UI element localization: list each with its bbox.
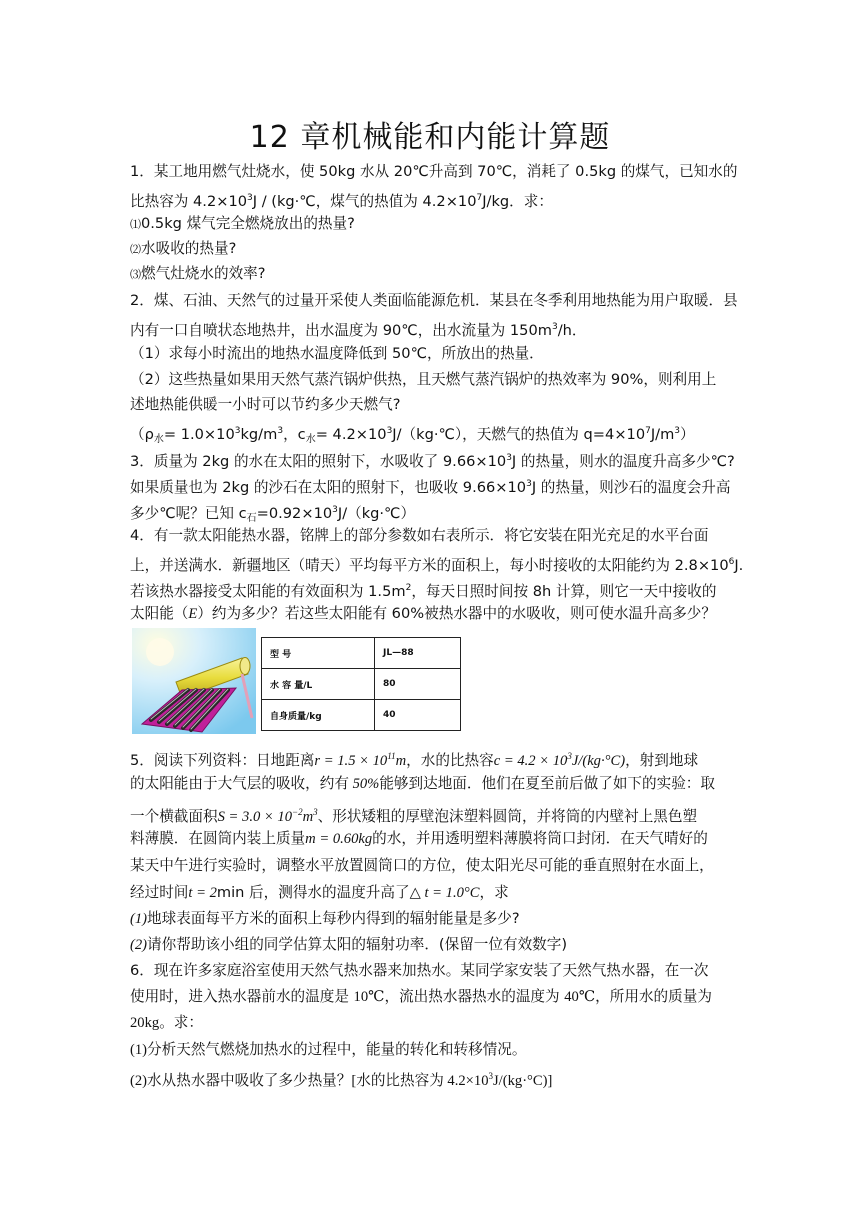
q3-line-1: 3．质量为 2kg 的水在太阳的照射下，水吸收了 $9.66\times 10^3J$ 的热量，则水的温度升高多少℃?: [130, 453, 735, 470]
q2-line-2: 内有一口自喷状态地热井，出水温度为 90℃，出水流量为 $150m^3/h$．: [130, 322, 587, 339]
q6-line-1: 6．现在许多家庭浴室使用天然气热水器来加热水。某同学家安装了天然气热水器，在一次: [130, 962, 709, 979]
spec-table-row: [262, 669, 461, 700]
q6-part-2: (2)水从热水器中吸收了多少热量？[水的比热容为 $4.2\times 10^3J/(kg\cdot^\circ C)$]: [130, 1071, 553, 1089]
spec-table-row: [262, 638, 461, 669]
q6-part-1: (1)分析天然气燃烧加热水的过程中，能量的转化和转移情况。: [130, 1041, 527, 1058]
solar-water-heater-image: [132, 628, 256, 734]
page-title: 12 章机械能和内能计算题: [249, 120, 611, 155]
q2-part-1: （1）求每小时流出的地热水温度降低到 50℃，所放出的热量．: [130, 345, 544, 362]
q3-line-2: 如果质量也为 2kg 的沙石在太阳的照射下，也吸收 $9.66\times 10^3J$ 的热量，则沙石的温度会升高: [130, 479, 731, 496]
q2-line-1: 2．煤、石油、天然气的过量开采使人类面临能源危机．某县在冬季利用地热能为用户取暖．县: [130, 292, 738, 309]
q1-line-1: 1．某工地用燃气灶烧水，使 50kg 水从 20℃升高到 70℃，消耗了 0.5kg 的煤气，已知水的: [130, 163, 738, 180]
q4-line-2: 上，并送满水．新疆地区（晴天）平均每平方米的面积上，每小时接收的太阳能约为 $2.8\times 10^6J$.: [130, 557, 744, 574]
q5-line-2: 的太阳能由于大气层的吸收，约有 50%能够到达地面．他们在夏至前后做了如下的实验：取: [130, 775, 715, 792]
q6-line-2: 使用时，进入热水器前水的温度是 10℃，流出热水器热水的温度为 40℃，所用水的质量为: [130, 988, 712, 1005]
spec-value-cell: 80: [375, 669, 461, 700]
q1-part-3: ⑶燃气灶烧水的效率?: [130, 265, 266, 282]
q6-line-3: 20kg。求：: [130, 1014, 203, 1031]
spec-table: [261, 637, 461, 731]
q5-line-1: 5．阅读下列资料：日地距离$r = 1.5 \times 10^{11}m$，水的比热容$c = 4.2 \times 10^3J/(kg\cdot^\circ C)$，射到地球: [130, 751, 699, 769]
q5-part-2: (2)请你帮助该小组的同学估算太阳的辐射功率．(保留一位有效数字): [130, 936, 568, 953]
spec-key-cell: 水 容 量/L: [262, 669, 375, 700]
q5-line-6: 经过时间t = 2min 后，测得水的温度升高了△ t = 1.0°C，求: [130, 884, 509, 901]
q2-line-5: 述地热能供暖一小时可以节约多少天燃气?: [130, 396, 401, 413]
q4-line-4: 太阳能（E）约为多少？若这些太阳能有 60%被热水器中的水吸收，则可使水温升高多少？: [130, 605, 716, 622]
q3-line-3: 多少℃呢？已知 $c_石=0.92\times 10^3J/(kg\cdot℃)$: [130, 505, 416, 524]
q2-part-2: （2）这些热量如果用天然气蒸汽锅炉供热，且天燃气蒸汽锅炉的热效率为 90%，则利用上: [130, 371, 717, 388]
q4-line-1: 4．有一款太阳能热水器，铭牌上的部分参数如右表所示．将它安装在阳光充足的水平台面: [130, 527, 709, 544]
q1-line-2: 比热容为 $4.2\times 10^3J$ / (kg·℃，煤气的热值为 $4.2\times 10^7J/kg$．求：: [130, 193, 553, 210]
q1-part-2: ⑵水吸收的热量?: [130, 240, 237, 257]
q2-constants: （$\rho_水= 1.0\times 10^3kg/m^3$，$c_水=$ $4.2\times 10^3J/(kg\cdot℃)$，天燃气的热值为 $q=4\times 10^7J/m^3$）: [130, 426, 695, 445]
q1-part-1: ⑴0.5kg 煤气完全燃烧放出的热量?: [130, 215, 355, 232]
spec-table-row: [262, 700, 461, 731]
spec-key-cell: 自身质量/kg: [262, 700, 375, 731]
q5-line-4: 料薄膜．在圆筒内装上质量m = 0.60kg的水，并用透明塑料薄膜将筒口封闭．在天气晴好的: [130, 830, 708, 847]
spec-value-cell: JL—88: [375, 638, 461, 669]
spec-value-cell: 40: [375, 700, 461, 731]
spec-key-cell: 型 号: [262, 638, 375, 669]
q5-line-5: 某天中午进行实验时，调整水平放置圆筒口的方位，使太阳光尽可能的垂直照射在水面上，: [130, 857, 714, 874]
q5-line-3: 一个横截面积$S = 3.0 \times 10^{-2}m^3$、形状矮粗的厚壁泡沫塑料圆筒，并将筒的内壁衬上黑色塑: [130, 807, 698, 825]
q5-part-1: (1)地球表面每平方米的面积上每秒内得到的辐射能量是多少?: [130, 910, 520, 927]
q4-line-3: 若该热水器接受太阳能的有效面积为 $1.5m^2$，每天日照时间按 8h 计算，则它一天中接收的: [130, 583, 717, 600]
